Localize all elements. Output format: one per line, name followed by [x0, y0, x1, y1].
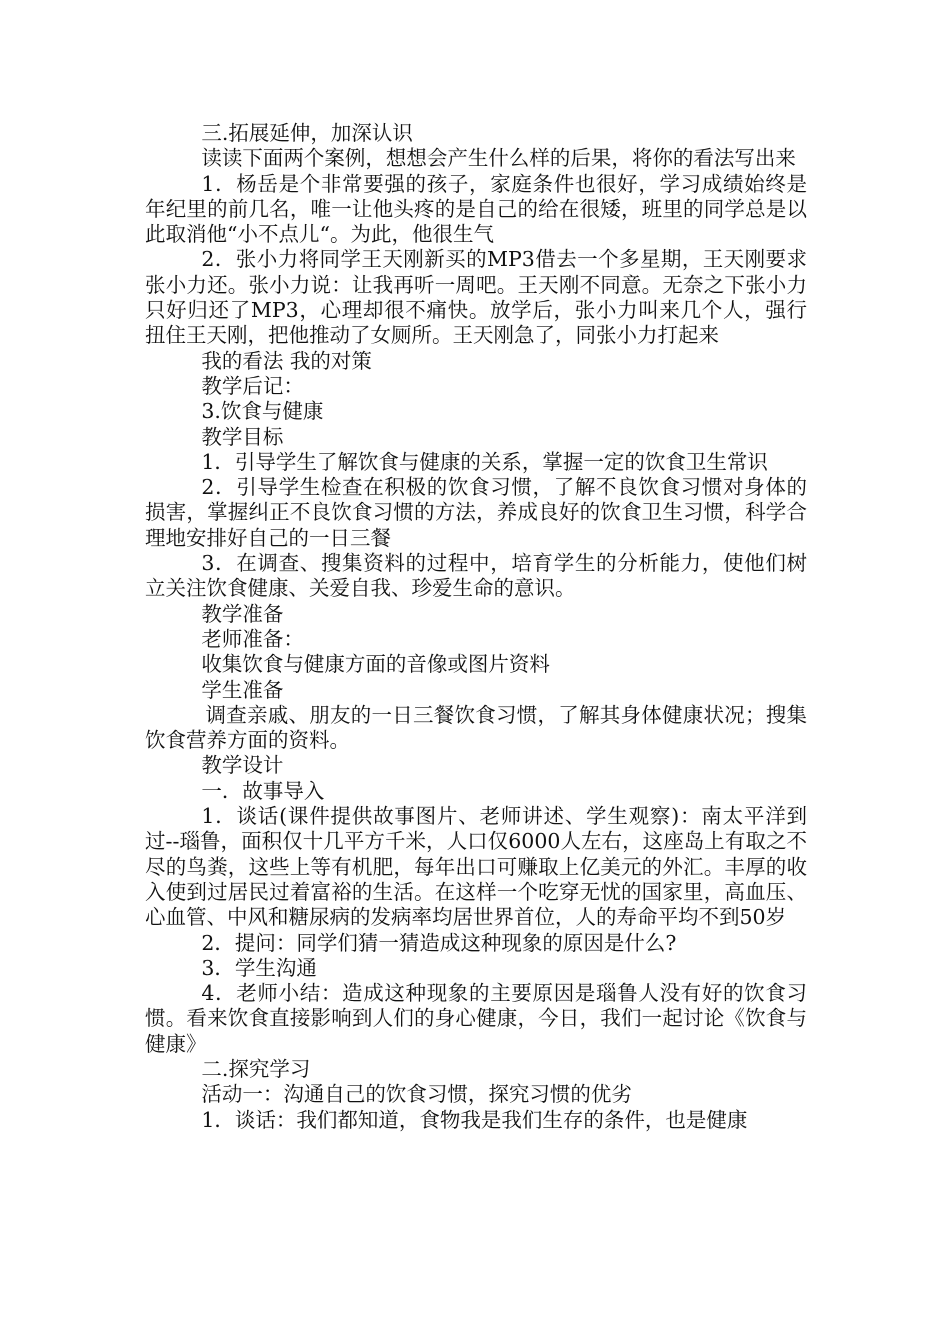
student-prep-label: 学生准备 [201, 677, 284, 702]
view-and-strategy: 我的看法 我的对策 [201, 348, 372, 373]
story-intro-heading: 一．故事导入 [201, 778, 325, 803]
story-step-2: 2．提问：同学们猜一猜造成这种现象的原因是什么? [201, 930, 677, 955]
teaching-notes-label: 教学后记： [201, 373, 304, 398]
section-heading-extension: 三.拓展延伸，加深认识 [201, 121, 413, 145]
preparation-heading: 教学准备 [201, 601, 284, 626]
goal-3: 3．在调查、搜集资料的过程中，培育学生的分析能力，使他们树立关注饮食健康、关爱自我、珍爱生命的意识。 [145, 551, 807, 601]
goal-2: 2．引导学生检查在积极的饮食习惯，了解不良饮食习惯对身体的损害，掌握纠正不良饮食习惯的方法，养成良好的饮食卫生习惯，科学合理地安排好自己的一日三餐 [145, 475, 807, 550]
story-step-3: 3．学生沟通 [201, 955, 317, 980]
goal-1: 1．引导学生了解饮食与健康的关系，掌握一定的饮食卫生常识 [201, 449, 768, 474]
activity-1-step-1: 1．谈话：我们都知道，食物我是我们生存的条件，也是健康 [201, 1107, 748, 1132]
teacher-prep-text: 收集饮食与健康方面的音像或图片资料 [201, 652, 550, 677]
case-2: 2．张小力将同学王天刚新买的MP3借去一个多星期，王天刚要求张小力还。张小力说：让我再听一周吧。王天刚不同意。无奈之下张小力只好归还了MP3，心理却很不痛快。放学后，张小力叫来几个人，强行扭住王天刚，把他推动了女厕所。王天刚急了，同张小力打起来 [145, 247, 807, 348]
story-step-4: 4．老师小结：造成这种现象的主要原因是瑙鲁人没有好的饮食习惯。看来饮食直接影响到人们的身心健康，今日，我们一起讨论《饮食与健康》 [145, 981, 807, 1056]
lesson-title: 3.饮食与健康 [201, 399, 324, 424]
design-heading: 教学设计 [201, 753, 284, 778]
student-prep-text: 调查亲戚、朋友的一日三餐饮食习惯，了解其身体健康状况；搜集饮食营养方面的资料。 [145, 702, 807, 753]
case-instruction: 读读下面两个案例，想想会产生什么样的后果，将你的看法写出来 [201, 146, 796, 171]
story-step-1: 1．谈话(课件提供故事图片、老师讲述、学生观察)：南太平洋到过--瑙鲁，面积仅十几平方千米，人口仅6000人左右，这座岛上有取之不尽的鸟粪，这些上等有机肥，每年出口可赚取上亿美元的外汇。丰厚的收入使到过居民过着富裕的生活。在这样一个吃穿无忧的国家里，高血压、心血管、中风和糖尿病的发病率均居世界首位，人的寿命平均不到50岁 [145, 804, 807, 930]
goals-heading: 教学目标 [201, 424, 284, 449]
case-1: 1．杨岳是个非常要强的孩子，家庭条件也很好，学习成绩始终是年纪里的前几名，唯一让他头疼的是自己的给在很矮，班里的同学总是以此取消他“小不点儿“。为此，他很生气 [145, 171, 807, 247]
inquiry-heading: 二.探究学习 [201, 1056, 311, 1081]
document-page [145, 121, 807, 1133]
teacher-prep-label: 老师准备： [201, 626, 304, 651]
activity-1: 活动一：沟通自己的饮食习惯，探究习惯的优劣 [201, 1082, 632, 1107]
